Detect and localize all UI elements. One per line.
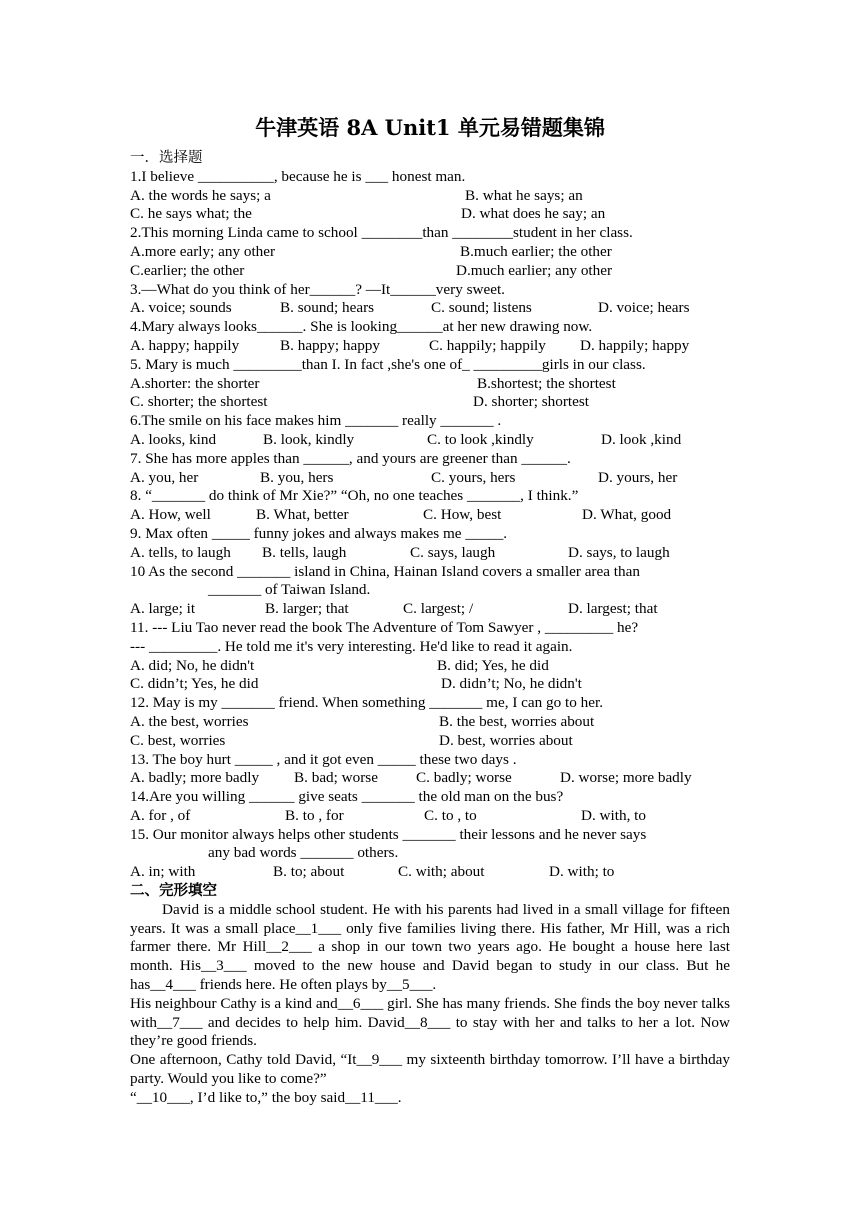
option-row: [130, 299, 730, 318]
option: A.more early; any other: [130, 242, 276, 260]
option-row: [130, 807, 730, 826]
question-stem: 13. The boy hurt _____ , and it got even _____ these two days .: [130, 750, 517, 768]
option: A. badly; more badly: [130, 769, 260, 787]
option-row: [130, 675, 730, 694]
option: D. best, worries about: [439, 731, 573, 749]
question-stem: 9. Max often _____ funny jokes and always makes me _____.: [130, 524, 508, 542]
option: A. the words he says; a: [130, 186, 271, 204]
option-row: [130, 732, 730, 751]
option: B.shortest; the shortest: [477, 374, 616, 392]
option: B. what he says; an: [465, 186, 583, 204]
option: B. to , for: [285, 806, 344, 824]
option-row: [130, 469, 730, 488]
option: D. largest; that: [568, 600, 658, 618]
question-stem: 8. “_______ do think of Mr Xie?” “Oh, no one teaches _______, I think.”: [130, 487, 579, 505]
option: B. tells, laugh: [262, 543, 347, 561]
option: D. with; to: [549, 863, 615, 881]
document-title: 牛津英语 8A Unit1 单元易错题集锦: [255, 115, 605, 140]
option: C. says, laugh: [410, 543, 496, 561]
option: A. did; No, he didn't: [130, 656, 255, 674]
option: D. What, good: [582, 506, 672, 524]
option: B. you, hers: [260, 468, 334, 486]
question-stem-continued: any bad words _______ others.: [208, 844, 399, 862]
option: B. happy; happy: [280, 336, 380, 354]
option-row: [130, 337, 730, 356]
option-row: [130, 769, 730, 788]
option: D. look ,kind: [601, 430, 682, 448]
option: A. the best, worries: [130, 712, 249, 730]
option-row: [130, 863, 730, 882]
option: C.earlier; the other: [130, 261, 245, 279]
section-heading-cloze: 二、完形填空: [130, 882, 217, 900]
question-stem: 5. Mary is much _________than I. In fact ,she's one of_ _________girls in our class.: [130, 355, 646, 373]
option-row: [130, 431, 730, 450]
passage-paragraph: “__10___, I’d like to,” the boy said__11___.: [130, 1088, 402, 1106]
option-row: [130, 506, 730, 525]
option: A. happy; happily: [130, 336, 240, 354]
option-row: [130, 544, 730, 563]
section-heading-choice: 一．选择题: [130, 150, 203, 166]
question-stem: [130, 563, 730, 582]
option-row: [130, 205, 730, 224]
option: C. sound; listens: [431, 299, 532, 317]
option: C. How, best: [423, 506, 502, 524]
option: D. what does he say; an: [461, 205, 606, 223]
question-stem: 4.Mary always looks______. She is looking______at her new drawing now.: [130, 318, 593, 336]
option: C. didn’t; Yes, he did: [130, 675, 259, 693]
option: A. you, her: [130, 468, 199, 486]
option-row: [130, 713, 730, 732]
option-row: [130, 657, 730, 676]
option: D. voice; hears: [598, 299, 690, 317]
option-row: [130, 243, 730, 262]
passage-paragraph: One afternoon, Cathy told David, “It__9___ my sixteenth birthday tomorrow. I’ll have a birthday party. Would you like to come?”: [130, 1051, 730, 1088]
question-stem: 7. She has more apples than ______, and yours are greener than ______.: [130, 449, 571, 467]
option: C. he says what; the: [130, 205, 252, 223]
option: B. look, kindly: [263, 430, 355, 448]
question-stem: 14.Are you willing ______ give seats _______ the old man on the bus?: [130, 788, 564, 806]
option: C. to , to: [424, 806, 477, 824]
option: A. for , of: [130, 806, 191, 824]
option: D. worse; more badly: [560, 769, 692, 787]
option: B. sound; hears: [280, 299, 375, 317]
option: D. yours, her: [598, 468, 678, 486]
passage-paragraph: David is a middle school student. He with his parents had lived in a small village for fifteen years. It was a small place__1___ only five families living there. His father, Mr Hill, was a rich farmer there. Mr Hill__2___ a shop in our town two years ago. He bought a house here last month. His__3___ moved to the new house and David began to study in our class. But he has__4___ friends here. He often plays by__5___.: [130, 900, 730, 994]
option: C. with; about: [398, 863, 485, 881]
option: D. happily; happy: [580, 336, 690, 354]
option: A.shorter: the shorter: [130, 374, 260, 392]
option: C. badly; worse: [416, 769, 512, 787]
question-stem: 15. Our monitor always helps other students _______ their lessons and he never says: [130, 825, 647, 843]
question-stem: 2.This morning Linda came to school ________than ________student in her class.: [130, 224, 633, 242]
option: A. large; it: [130, 600, 196, 618]
option-row: [130, 187, 730, 206]
option: B.much earlier; the other: [460, 242, 612, 260]
option-row: [130, 600, 730, 619]
option: C. to look ,kindly: [427, 430, 534, 448]
question-stem-text: 10 As the second _______ island in China, Hainan Island covers a smaller area than: [130, 562, 640, 580]
option: D.much earlier; any other: [456, 261, 613, 279]
option: D. says, to laugh: [568, 543, 670, 561]
option-row: [130, 262, 730, 281]
option: B. What, better: [256, 506, 349, 524]
question-stem-continued: --- _________. He told me it's very interesting. He'd like to read it again.: [130, 637, 573, 655]
question-stem: 12. May is my _______ friend. When something _______ me, I can go to her.: [130, 694, 603, 712]
option: C. shorter; the shortest: [130, 393, 268, 411]
option: A. How, well: [130, 506, 211, 524]
option: B. to; about: [273, 863, 345, 881]
option: B. larger; that: [265, 600, 349, 618]
option: C. best, worries: [130, 731, 226, 749]
option: C. yours, hers: [431, 468, 516, 486]
question-stem: 1.I believe __________, because he is ___ honest man.: [130, 167, 466, 185]
option: D. shorter; shortest: [473, 393, 589, 411]
option: A. looks, kind: [130, 430, 217, 448]
option: C. happily; happily: [429, 336, 546, 354]
option: B. did; Yes, he did: [437, 656, 549, 674]
option: B. bad; worse: [294, 769, 378, 787]
option: A. voice; sounds: [130, 299, 232, 317]
passage-paragraph: His neighbour Cathy is a kind and__6___ girl. She has many friends. She finds the boy never talks with__7___ and decides to help him. David__8___ to stay with her and talks to her a lot. Now they’re good friends.: [130, 994, 730, 1050]
option: D. didn’t; No, he didn't: [441, 675, 582, 693]
option-row: [130, 375, 730, 394]
option-row: [130, 393, 730, 412]
question-stem: 6.The smile on his face makes him _______ really _______ .: [130, 412, 502, 430]
question-stem-continued: _______ of Taiwan Island.: [208, 581, 371, 599]
option: A. in; with: [130, 863, 196, 881]
option: D. with, to: [581, 806, 646, 824]
question-stem: 3.—What do you think of her______? —It______very sweet.: [130, 280, 505, 298]
option: C. largest; /: [403, 600, 474, 618]
option: B. the best, worries about: [439, 712, 595, 730]
question-stem: 11. --- Liu Tao never read the book The Adventure of Tom Sawyer , _________ he?: [130, 618, 639, 636]
document-content: [130, 149, 730, 1108]
option: A. tells, to laugh: [130, 543, 231, 561]
